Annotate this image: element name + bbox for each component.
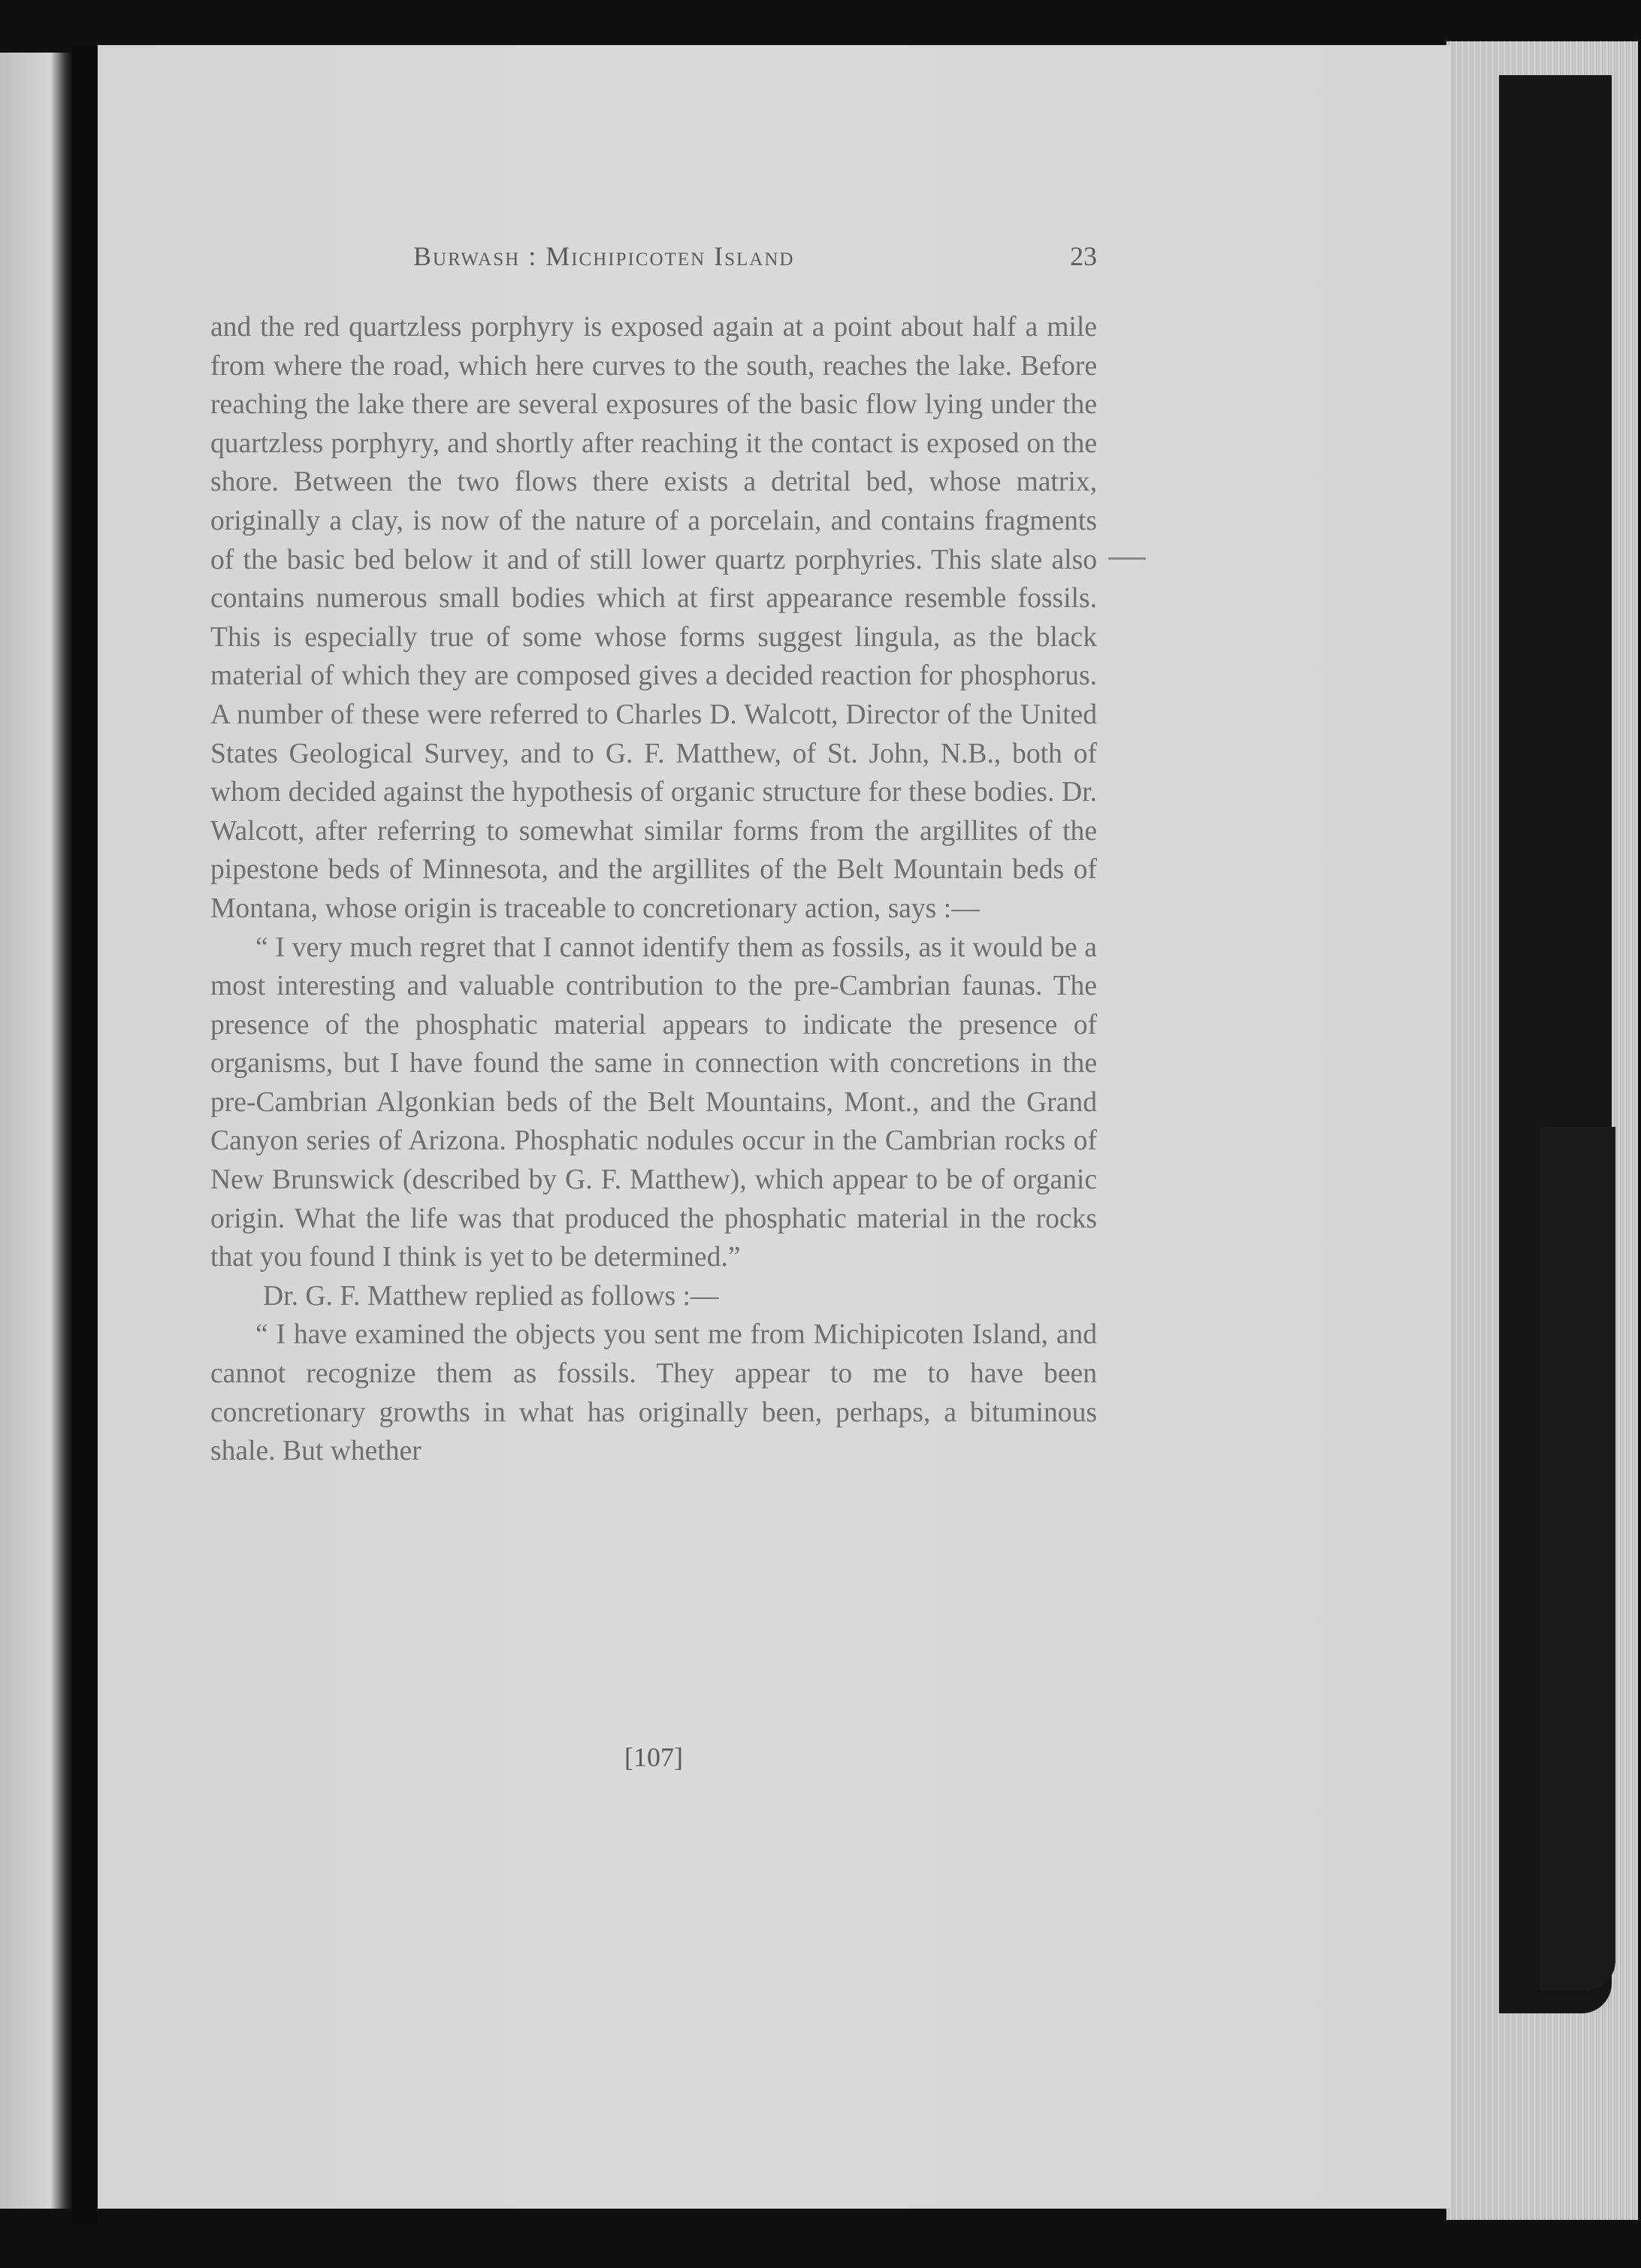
paragraph: “ I have examined the objects you sent me from Michipicoten Island, and cannot recognize them as fossils. They appear to me to have been concretionary growths in what has originally been, perhaps, a bituminous shale. But whether (210, 1319, 1097, 1467)
book-cover-edge-lower (1540, 1127, 1615, 1991)
page-number: 23 (1070, 241, 1097, 271)
left-page-edge (0, 53, 72, 2209)
margin-mark (1108, 557, 1146, 560)
running-title: Burwash : Michipicoten Island (413, 241, 795, 271)
paragraph: and the red quartzless porphyry is exposed again at a point about half a mile from where the road, which here curves to the south, reaches the lake. Before reaching the lake there are several exposures of the basic flow lying under the quartzless porphyry, and shortly after reaching it the contact is exposed on the shore. Between the two flows there exists a detrital bed, whose matrix, originally a clay, is now of the nature of a porcelain, and contains fragments of the basic bed below it and of still lower quartz porphyries. This slate also contains numerous small bodies which at first appearance resemble fossils. This is especially true of some whose forms suggest lingula, as the black material of which they are composed gives a decided reaction for phosphorus. A number of these were referred to Charles D. Walcott, Director of the United States Geological Survey, and to G. F. Matthew, of St. John, N.B., both of whom decided against the hypothesis of organic structure for these bodies. Dr. Walcott, after referring to somewhat similar forms from the argillites of the pipestone beds of Minnesota, and the argillites of the Belt Mountain beds of Montana, whose origin is traceable to concretionary action, says :— (210, 312, 1097, 924)
paragraph: Dr. G. F. Matthew replied as follows :— (263, 1280, 719, 1312)
body-text (210, 308, 1097, 1471)
footer-page-ref: [107] (624, 1742, 683, 1772)
book-gutter (72, 45, 98, 2224)
paragraph: “ I very much regret that I cannot identify them as fossils, as it would be a most interesting and valuable contribution to the pre-Cambrian faunas. The presence of the phosphatic material appears to indicate the presence of organisms, but I have found the same in connection with concretions in the pre-Cambrian Algonkian beds of the Belt Mountains, Mont., and the Grand Canyon series of Arizona. Phosphatic nodules occur in the Cambrian rocks of New Brunswick (described by G. F. Matthew), which appear to be of organic origin. What the life was that produced the phosphatic material in the rocks that you found I think is yet to be determined.” (210, 932, 1097, 1273)
running-head (210, 240, 1097, 278)
